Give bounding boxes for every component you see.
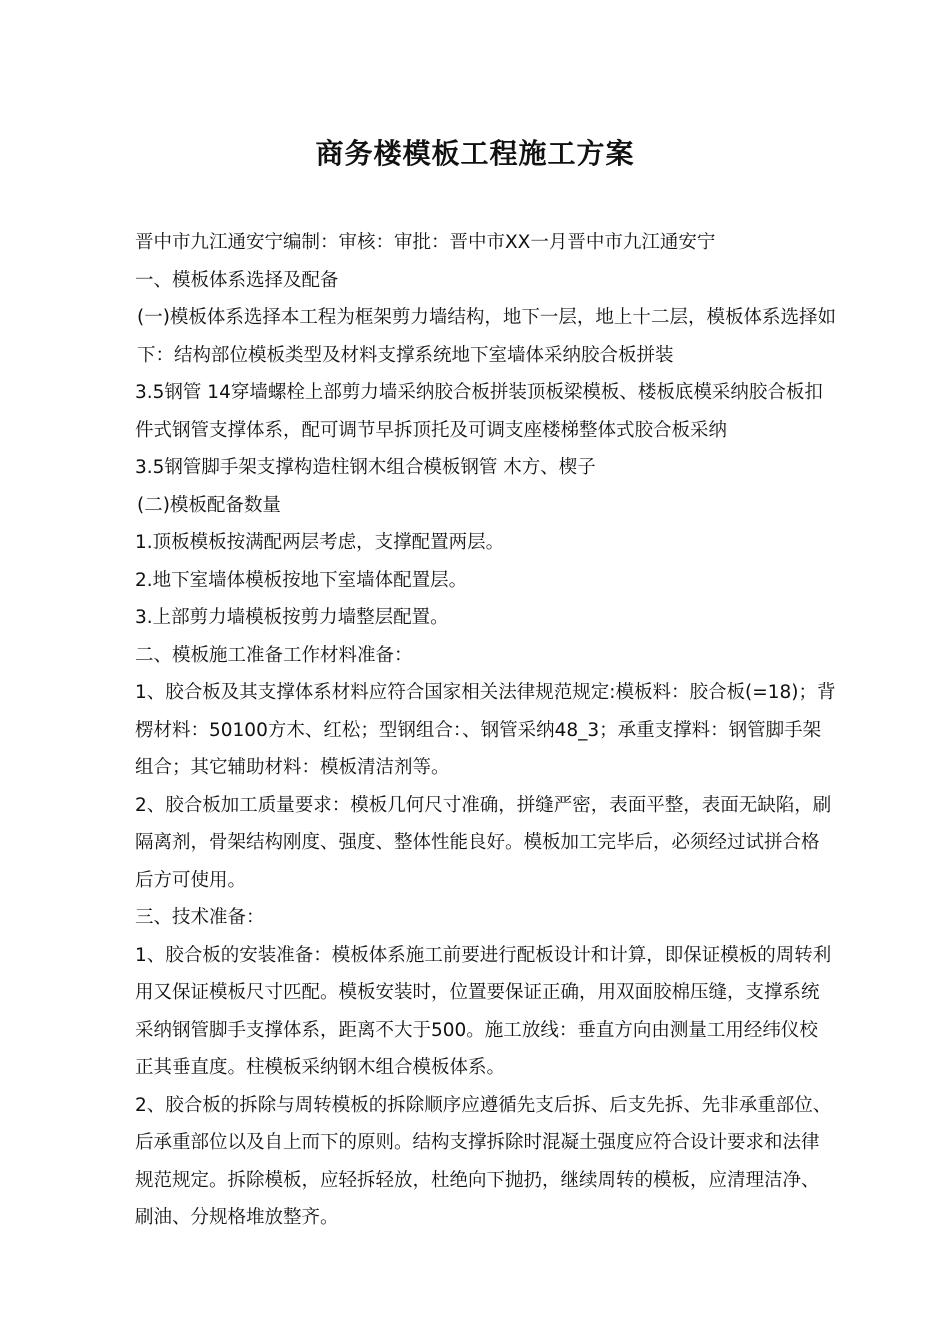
author-line: 晋中市九江通安宁编制：审核：审批：晋中市XX一月晋中市九江通安宁 bbox=[135, 232, 716, 253]
document-title: 商务楼模板工程施工方案 bbox=[315, 137, 635, 170]
section-heading-1: 一、模板体系选择及配备 bbox=[135, 269, 339, 291]
subsection-1-paragraph: (一)模板体系选择本工程为框架剪力墙结构，地下一层，地上十二层，模板体系选择如下：结构部位模板类型及材料支撑系统地下室墙体采纳胶合板拼装 bbox=[137, 307, 836, 366]
materials-requirement-paragraph: 1、胶合板及其支撑体系材料应符合国家相关法律规范规定:模板料：胶合板(=18)；背楞材料：50100方木、红松；型钢组合：、钢管采纳48_3；承重支撑料：钢管脚手架组合；其它辅助材料：模板清洁剂等。 bbox=[135, 682, 836, 778]
subsection-2-heading: (二)模板配备数量 bbox=[137, 494, 281, 516]
material-paragraph-2: 3.5钢管脚手架支撑构造柱钢木组合模板钢管 木方、楔子 bbox=[135, 457, 596, 478]
installation-paragraph: 1、胶合板的安装准备：模板体系施工前要进行配板设计和计算，即保证模板的周转利用又保证模板尺寸匹配。模板安装时，位置要保证正确，用双面胶棉压缝，支撑系统采纳钢管脚手支撑体系，距离不大于500。施工放线：垂直方向由测量工用经纬仪校正其垂直度。柱模板采纳钢木组合模板体系。 bbox=[135, 944, 832, 1078]
list-item-1: 1.顶板模板按满配两层考虑，支撑配置两层。 bbox=[135, 532, 505, 553]
document-body bbox=[116, 224, 836, 1237]
removal-paragraph: 2、胶合板的拆除与周转模板的拆除顺序应遵循先支后拆、后支先拆、先非承重部位、后承重部位以及自上而下的原则。结构支撑拆除时混凝土强度应符合设计要求和法律规范规定。拆除模板，应轻拆轻放，杜绝向下抛扔，继续周转的模板，应清理洁净、刷油、分规格堆放整齐。 bbox=[135, 1094, 832, 1228]
quality-requirement-paragraph: 2、胶合板加工质量要求：模板几何尺寸准确，拼缝严密，表面平整，表面无缺陷，刷隔离剂，骨架结构刚度、强度、整体性能良好。模板加工完毕后，必须经过试拼合格后方可使用。 bbox=[135, 794, 832, 891]
section-heading-2: 二、模板施工准备工作材料准备： bbox=[135, 644, 413, 666]
list-item-3: 3.上部剪力墙模板按剪力墙整层配置。 bbox=[135, 607, 449, 628]
list-item-2: 2.地下室墙体模板按地下室墙体配置层。 bbox=[135, 569, 468, 591]
material-paragraph-1: 3.5钢管 14穿墙螺栓上部剪力墙采纳胶合板拼装顶板梁模板、楼板底模采纳胶合板扣件式钢管支撑体系，配可调节早拆顶托及可调支座楼梯整体式胶合板采纳 bbox=[135, 382, 823, 441]
section-heading-3: 三、技术准备： bbox=[135, 907, 265, 928]
